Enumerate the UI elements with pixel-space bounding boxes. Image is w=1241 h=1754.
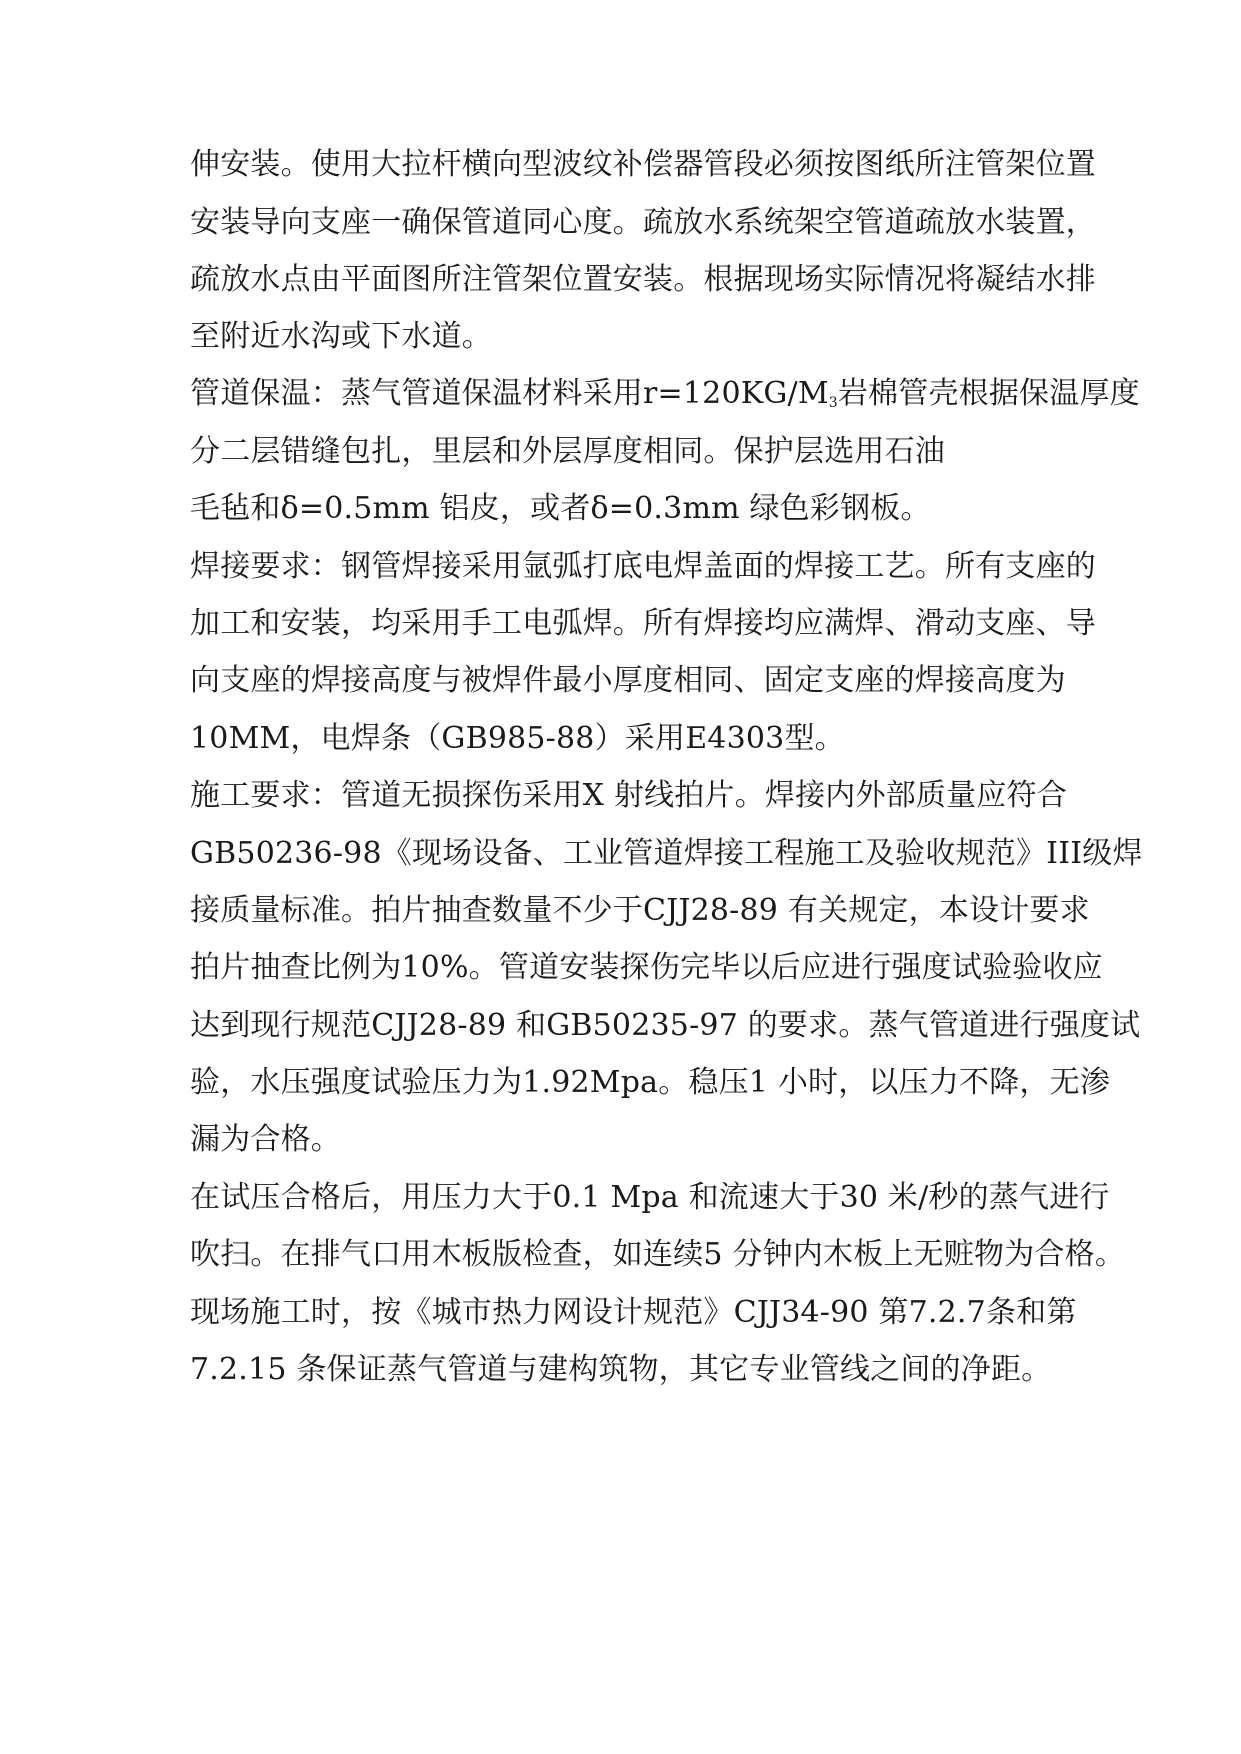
cubic-meter-exponent: 3 <box>828 395 838 411</box>
text-line: 施工要求：管道无损探伤采用X 射线拍片。焊接内外部质量应符合 <box>190 778 1067 813</box>
text-line: 加工和安装，均采用手工电弧焊。所有焊接均应满焊、滑动支座、导 <box>190 606 1096 641</box>
text-line: 在试压合格后，用压力大于0.1 Mpa 和流速大于30 米/秒的蒸气进行 <box>190 1180 1110 1215</box>
text-line: 吹扫。在排气口用木板版检查，如连续5 分钟内木板上无赃物为合格。 <box>190 1237 1126 1272</box>
text-line: 安装导向支座一确保管道同心度。疏放水系统架空管道疏放水装置， <box>190 205 1096 240</box>
text-line: 伸安装。使用大拉杆横向型波纹补偿器管段必须按图纸所注管架位置 <box>190 147 1096 182</box>
text-line: 验，水压强度试验压力为1.92Mpa。稳压1 小时，以压力不降，无渗 <box>190 1065 1111 1100</box>
text-segment: 管道保温：蒸气管道保温材料采用r=120KG/M <box>190 376 829 411</box>
text-line <box>190 374 1140 423</box>
text-line: 疏放水点由平面图所注管架位置安装。根据现场实际情况将凝结水排 <box>190 262 1096 297</box>
text-segment: 岩棉管壳根据保温厚度 <box>837 376 1140 411</box>
text-line: GB50236-98《现场设备、工业管道焊接工程施工及验收规范》III级焊 <box>190 836 1143 871</box>
text-line: 向支座的焊接高度与被焊件最小厚度相同、固定支座的焊接高度为 <box>190 663 1066 698</box>
text-line: 漏为合格。 <box>190 1122 341 1157</box>
text-line: 10MM，电焊条（GB985-88）采用E4303型。 <box>190 721 845 756</box>
text-line: 毛毡和δ=0.5mm 铝皮，或者δ=0.3mm 绿色彩钢板。 <box>190 491 931 526</box>
text-line: 焊接要求：钢管焊接采用氩弧打底电焊盖面的焊接工艺。所有支座的 <box>190 549 1096 584</box>
text-line: 至附近水沟或下水道。 <box>190 319 492 354</box>
text-line: 7.2.15 条保证蒸气管道与建构筑物，其它专业管线之间的净距。 <box>190 1352 1052 1387</box>
text-line: 分二层错缝包扎，里层和外层厚度相同。保护层选用石油 <box>190 434 945 469</box>
text-line: 现场施工时，按《城市热力网设计规范》CJJ34-90 第7.2.7条和第 <box>190 1295 1077 1330</box>
text-line: 达到现行规范CJJ28-89 和GB50235-97 的要求。蒸气管道进行强度试 <box>190 1008 1141 1043</box>
text-line: 接质量标准。拍片抽查数量不少于CJJ28-89 有关规定，本设计要求 <box>190 893 1090 928</box>
text-line: 拍片抽查比例为10%。管道安装探伤完毕以后应进行强度试验验收应 <box>190 950 1103 985</box>
